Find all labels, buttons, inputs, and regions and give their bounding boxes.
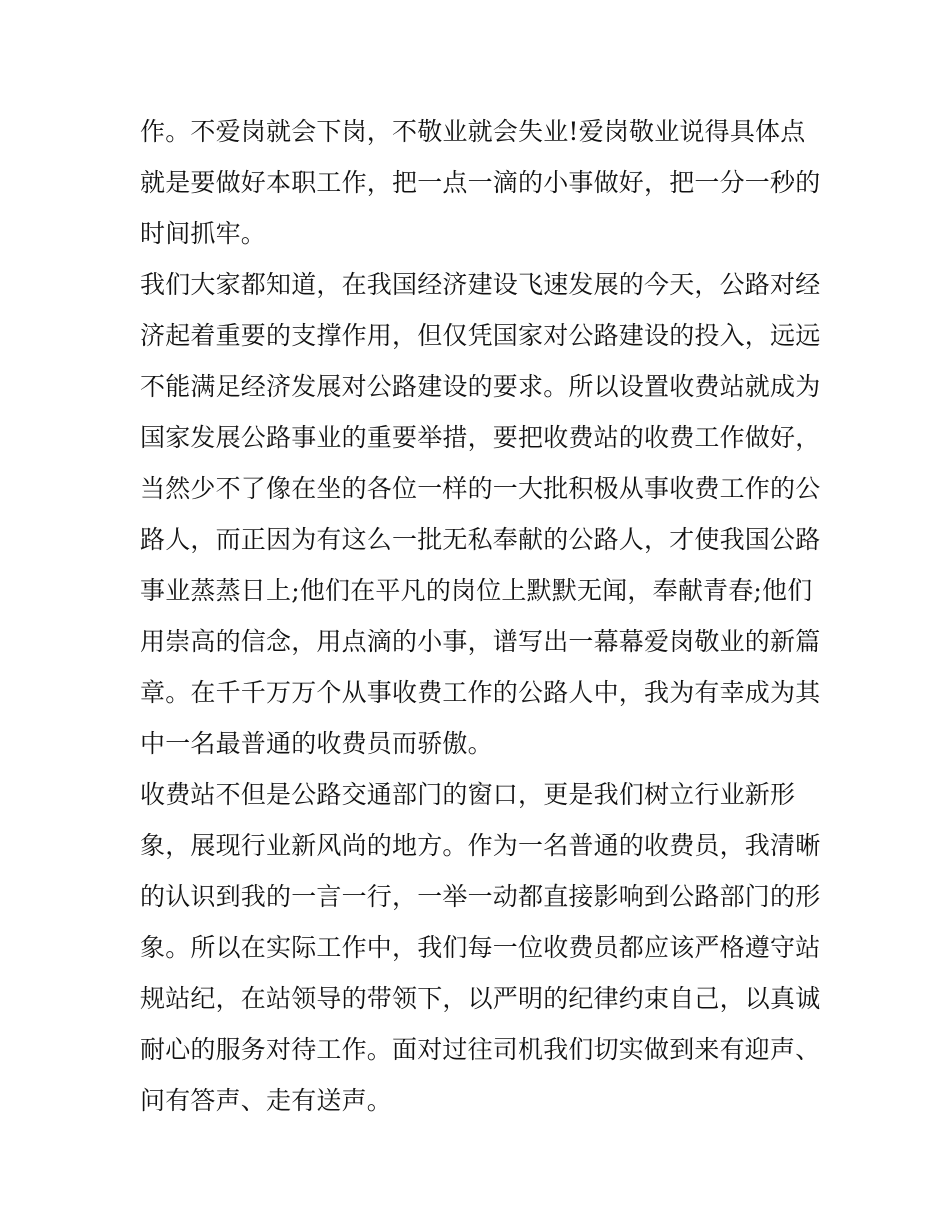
text-line: 章。在千千万万个从事收费工作的公路人中，我为有幸成为其 bbox=[140, 678, 821, 707]
paragraph-2 bbox=[140, 259, 820, 769]
text-line: 作。不爱岗就会下岗，不敬业就会失业!爱岗敬业说得具体点 bbox=[140, 117, 806, 146]
document-body bbox=[140, 106, 820, 1126]
text-line: 事业蒸蒸日上;他们在平凡的岗位上默默无闻，奉献青春;他们 bbox=[140, 576, 813, 605]
text-line: 象，展现行业新风尚的地方。作为一名普通的收费员，我清晰 bbox=[140, 831, 821, 860]
text-line: 当然少不了像在坐的各位一样的一大批积极从事收费工作的公 bbox=[140, 474, 821, 503]
text-line: 时间抓牢。 bbox=[140, 219, 267, 248]
text-line: 我们大家都知道，在我国经济建设飞速发展的今天，公路对经 bbox=[140, 270, 821, 299]
text-line: 用崇高的信念，用点滴的小事，谱写出一幕幕爱岗敬业的新篇 bbox=[140, 627, 821, 656]
text-line: 路人，而正因为有这么一批无私奉献的公路人，才使我国公路 bbox=[140, 525, 821, 554]
text-line: 中一名最普通的收费员而骄傲。 bbox=[140, 729, 493, 758]
text-line: 收费站不但是公路交通部门的窗口，更是我们树立行业新形 bbox=[140, 780, 796, 809]
text-line: 国家发展公路事业的重要举措，要把收费站的收费工作做好， bbox=[140, 423, 821, 452]
text-line: 济起着重要的支撑作用，但仅凭国家对公路建设的投入，远远 bbox=[140, 321, 821, 350]
text-line: 问有答声、走有送声。 bbox=[140, 1086, 393, 1115]
text-line: 规站纪，在站领导的带领下，以严明的纪律约束自己，以真诚 bbox=[140, 984, 821, 1013]
text-line: 象。所以在实际工作中，我们每一位收费员都应该严格遵守站 bbox=[140, 933, 821, 962]
text-line: 就是要做好本职工作，把一点一滴的小事做好，把一分一秒的 bbox=[140, 168, 821, 197]
text-line: 不能满足经济发展对公路建设的要求。所以设置收费站就成为 bbox=[140, 372, 821, 401]
text-line: 耐心的服务对待工作。面对过往司机我们切实做到来有迎声、 bbox=[140, 1035, 821, 1064]
text-line: 的认识到我的一言一行，一举一动都直接影响到公路部门的形 bbox=[140, 882, 821, 911]
paragraph-3 bbox=[140, 769, 820, 1126]
paragraph-1 bbox=[140, 106, 820, 259]
